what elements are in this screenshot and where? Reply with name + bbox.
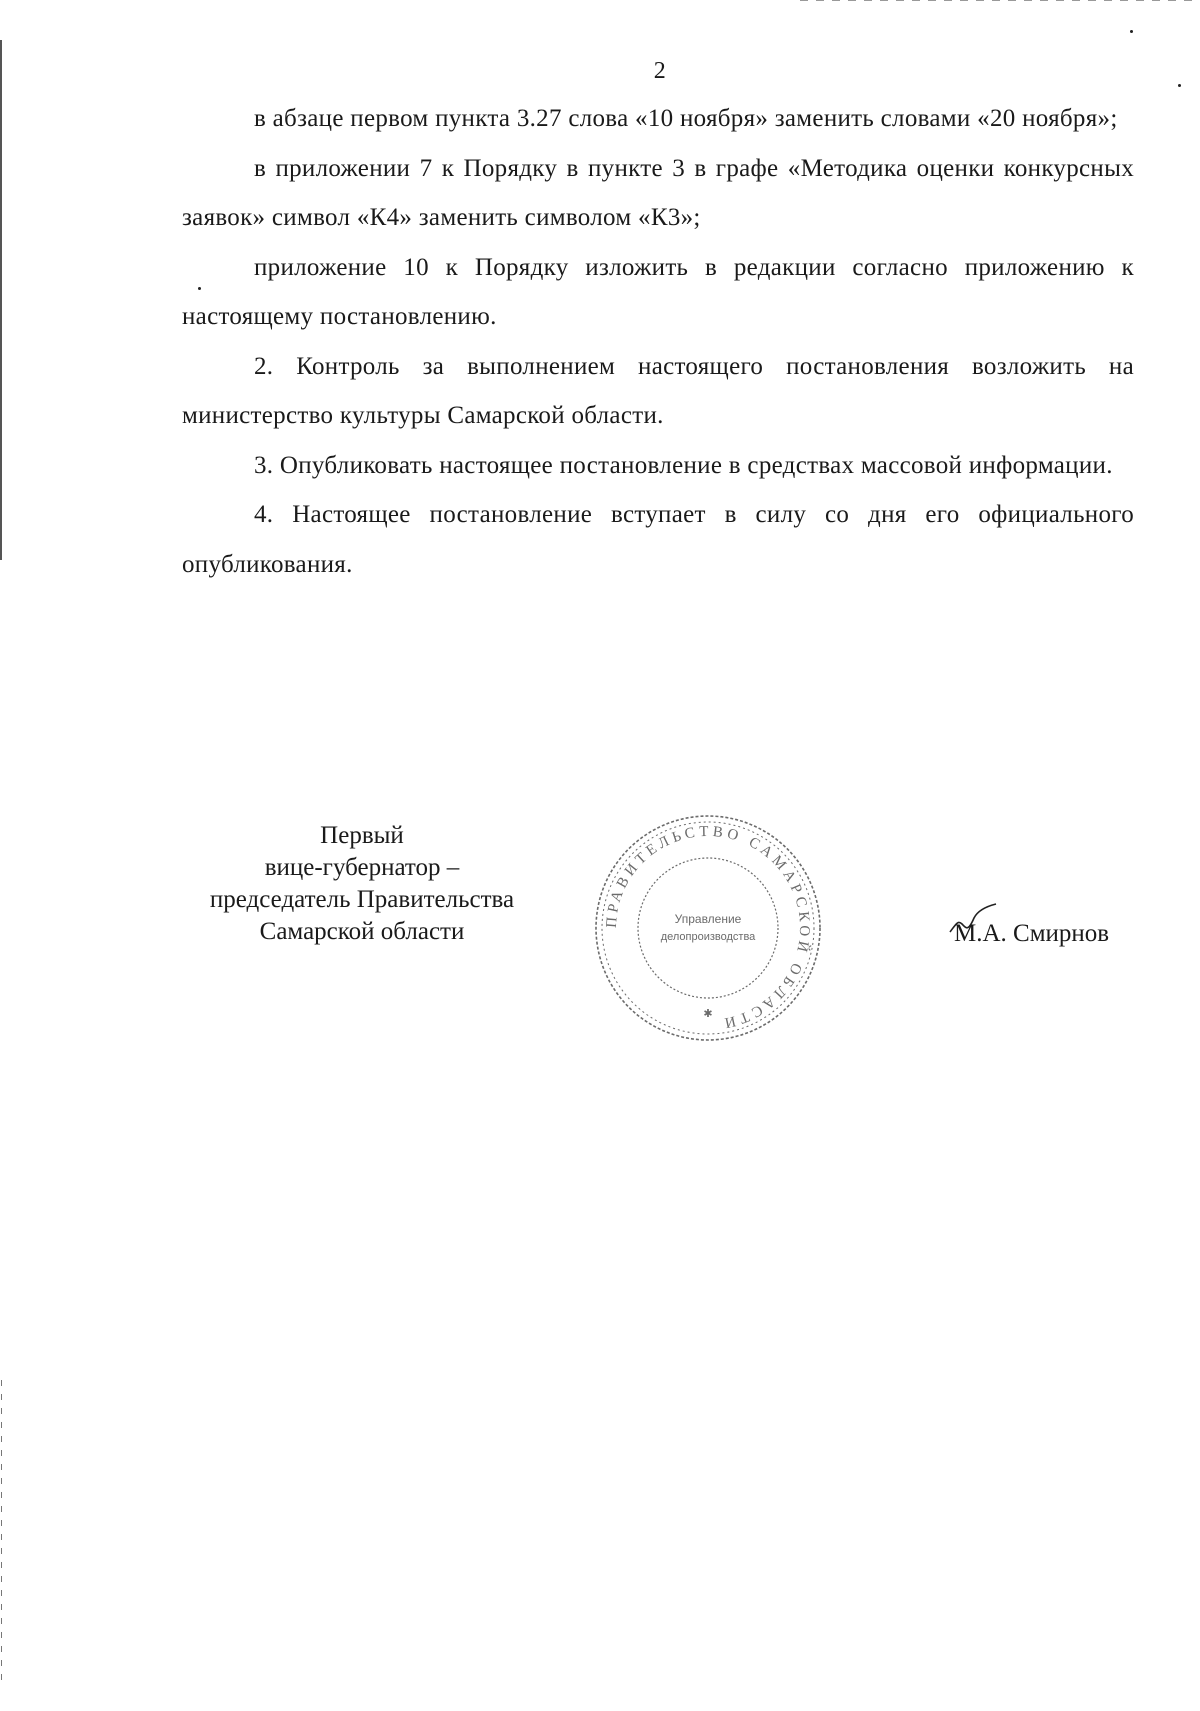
signer-name: М.А. Смирнов <box>954 920 1110 947</box>
signatory-title-line-2: вице-губернатор – <box>264 854 460 881</box>
signatory-title <box>182 820 542 948</box>
official-seal <box>592 812 824 1044</box>
signatory-title-line-3: председатель Правительства <box>209 886 515 913</box>
paragraph-5: 3. Опубликовать настоящее постановление в средствах массовой информации. <box>254 451 1113 479</box>
scan-speck <box>1130 30 1133 33</box>
seal-ring-text: ПРАВИТЕЛЬСТВО САМАРСКОЙ ОБЛАСТИ <box>603 823 813 1032</box>
paragraph-6: 4. Настоящее постановление вступает в силу со дня его официального опубликования. <box>182 501 1134 578</box>
seal-inner-ring <box>638 858 778 998</box>
paragraph-1: в абзаце первом пункта 3.27 слова «10 ноября» заменить словами «20 ноября»; <box>254 105 1118 132</box>
signatory-title-line-1: Первый <box>320 822 404 849</box>
paragraph-2: в приложении 7 к Порядку в пункте 3 в графе «Методика оценки конкурсных заявок» символ «К4» заменить символом «К3»; <box>182 154 1134 231</box>
document-body <box>182 94 1134 589</box>
signatory-title-line-4: Самарской области <box>259 918 465 945</box>
scan-edge-artifact-lower <box>1 1380 2 1680</box>
seal-star-icon: ✱ <box>703 1007 713 1020</box>
page-number: 2 <box>653 58 667 84</box>
paragraph-3: приложение 10 к Порядку изложить в редакции согласно приложению к настоящему постановлению. <box>182 253 1134 330</box>
scan-edge-artifact <box>0 40 2 560</box>
seal-outer-ring-inner <box>602 822 814 1034</box>
scan-top-artifact <box>800 0 1200 1</box>
seal-inner-text-2: делопроизводства <box>660 931 756 943</box>
seal-inner-text-1: Управление <box>674 912 742 926</box>
paragraph-4: 2. Контроль за выполнением настоящего постановления возложить на министерство культуры Самарской области. <box>182 352 1134 429</box>
